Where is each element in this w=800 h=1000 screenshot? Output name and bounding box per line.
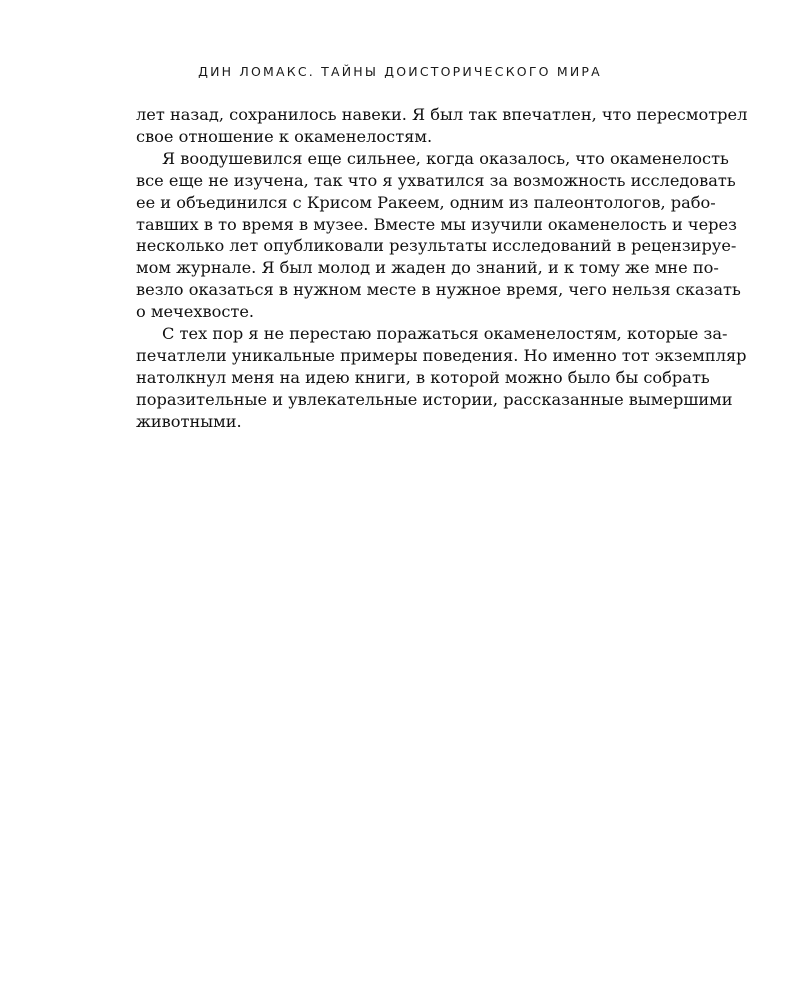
text-line: мом журнале. Я был молод и жаден до знаний, и к тому же мне по- — [136, 258, 719, 278]
paragraph-2 — [136, 148, 741, 323]
text-line: везло оказаться в нужном месте в нужное время, чего нельзя сказать — [136, 280, 741, 300]
text-line: о мечехвосте. — [136, 302, 255, 322]
text-line: Я воодушевился еще сильнее, когда оказалось, что окаменелость — [162, 148, 729, 168]
text-line: несколько лет опубликовали результаты исследований в рецензируе- — [136, 236, 737, 256]
body-text — [136, 104, 748, 433]
text-line: С тех пор я не перестаю поражаться окаменелостям, которые за- — [162, 324, 728, 344]
text-line: все еще не изучена, так что я ухватился за возможность исследовать — [136, 170, 736, 190]
text-line: животными. — [136, 411, 242, 431]
paragraph-1 — [136, 104, 748, 148]
text-line: натолкнул меня на идею книги, в которой можно было бы собрать — [136, 367, 710, 387]
paragraph-3 — [136, 323, 747, 433]
text-line: печатлели уникальные примеры поведения. Но именно тот экземпляр — [136, 345, 747, 365]
running-header: ДИН ЛОМАКС. ТАЙНЫ ДОИСТОРИЧЕСКОГО МИРА — [198, 64, 602, 79]
text-line: ее и объединился с Крисом Ракеем, одним из палеонтологов, рабо- — [136, 192, 716, 212]
text-line: свое отношение к окаменелостям. — [136, 126, 433, 146]
text-line: тавших в то время в музее. Вместе мы изучили окаменелость и через — [136, 214, 737, 234]
text-line: лет назад, сохранилось навеки. Я был так впечатлен, что пересмотрел — [136, 105, 748, 124]
text-line: поразительные и увлекательные истории, рассказанные вымершими — [136, 389, 733, 409]
